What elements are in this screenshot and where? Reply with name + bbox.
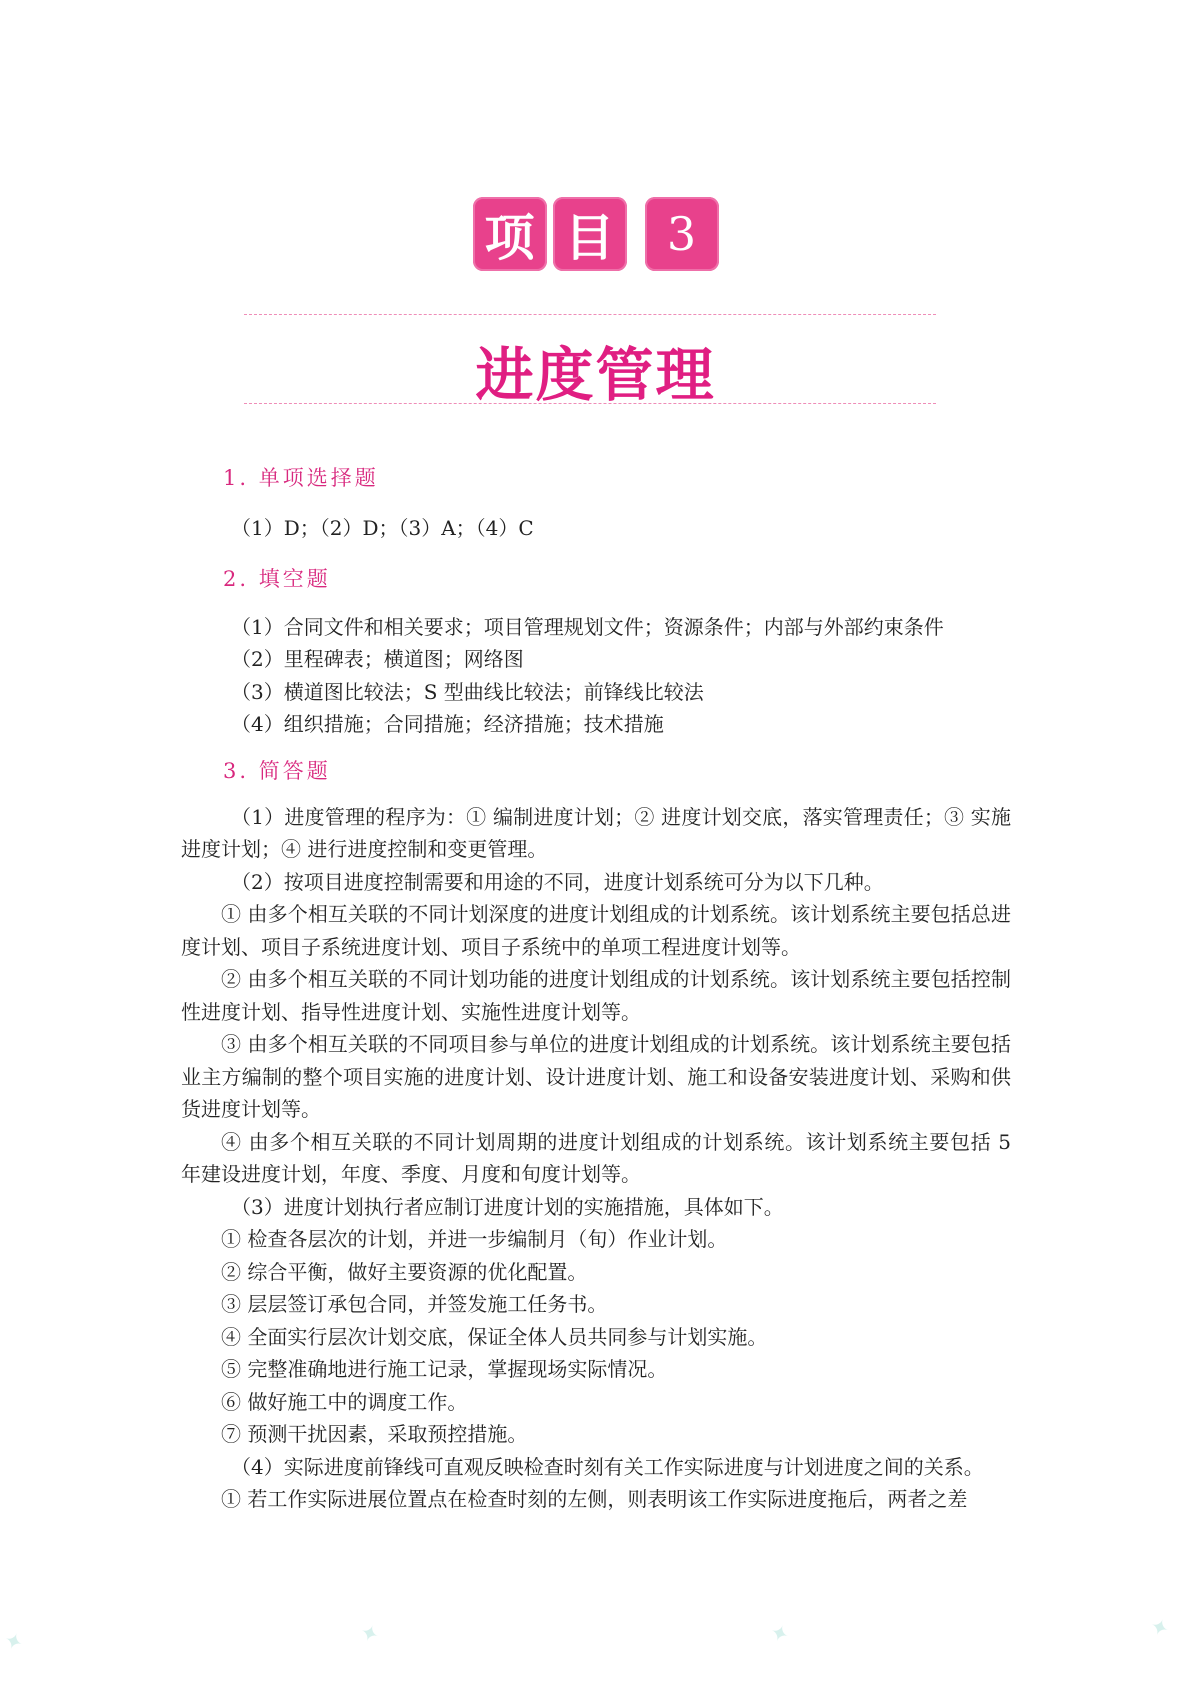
fill-blank-list bbox=[181, 611, 1011, 741]
paragraph: ② 综合平衡，做好主要资源的优化配置。 bbox=[221, 1259, 588, 1284]
list-item: （1）合同文件和相关要求；项目管理规划文件；资源条件；内部与外部约束条件 bbox=[231, 614, 944, 639]
chapter-title: 进度管理 bbox=[475, 341, 716, 409]
paragraph: ⑥ 做好施工中的调度工作。 bbox=[221, 1389, 468, 1414]
watermark-mark: ✦ bbox=[356, 1619, 383, 1650]
project-badge bbox=[0, 197, 1191, 271]
paragraph: （2）按项目进度控制需要和用途的不同，进度计划系统可分为以下几种。 bbox=[231, 869, 884, 894]
list-item: （4）组织措施；合同措施；经济措施；技术措施 bbox=[231, 712, 664, 736]
paragraph: （4）实际进度前锋线可直观反映检查时刻有关工作实际进度与计划进度之间的关系。 bbox=[231, 1454, 984, 1479]
top-divider bbox=[244, 314, 936, 315]
paragraph: ⑦ 预测干扰因素，采取预控措施。 bbox=[221, 1422, 528, 1446]
paragraph: ③ 层层签订承包合同，并签发施工任务书。 bbox=[221, 1292, 608, 1316]
paragraph: ① 由多个相互关联的不同计划深度的进度计划组成的计划系统。该计划系统主要包括总进度计划、项目子系统进度计划、项目子系统中的单项工程进度计划等。 bbox=[181, 902, 1011, 959]
watermark-mark: ✦ bbox=[0, 1627, 27, 1658]
paragraph: （3）进度计划执行者应制订进度计划的实施措施，具体如下。 bbox=[231, 1194, 784, 1219]
paragraph: ② 由多个相互关联的不同计划功能的进度计划组成的计划系统。该计划系统主要包括控制性进度计划、指导性进度计划、实施性进度计划等。 bbox=[181, 967, 1011, 1024]
section-title-1: 1. 单项选择题 bbox=[223, 466, 379, 490]
short-answer-body bbox=[181, 801, 1011, 1516]
paragraph: ③ 由多个相互关联的不同项目参与单位的进度计划组成的计划系统。该计划系统主要包括业主方编制的整个项目实施的进度计划、设计进度计划、施工和设备安装进度计划、采购和供货进度计划等。 bbox=[181, 1032, 1011, 1121]
section-title-3: 3. 简答题 bbox=[223, 758, 331, 783]
badge-number: 3 bbox=[645, 197, 719, 271]
badge-char-2: 目 bbox=[553, 197, 627, 271]
watermark-mark: ✦ bbox=[766, 1619, 793, 1650]
answer-line: （1）D；（2）D；（3）A；（4）C bbox=[231, 516, 534, 540]
paragraph: ④ 由多个相互关联的不同计划周期的进度计划组成的计划系统。该计划系统主要包括 5 年建设进度计划，年度、季度、月度和旬度计划等。 bbox=[181, 1129, 1011, 1186]
section-title-2: 2. 填空题 bbox=[223, 566, 331, 591]
badge-char-1: 项 bbox=[473, 197, 547, 271]
bottom-divider bbox=[244, 403, 936, 404]
paragraph: ⑤ 完整准确地进行施工记录，掌握现场实际情况。 bbox=[221, 1357, 668, 1381]
watermark-mark: ✦ bbox=[1146, 1613, 1173, 1644]
list-item: （2）里程碑表；横道图；网络图 bbox=[231, 647, 524, 671]
paragraph: ① 若工作实际进展位置点在检查时刻的左侧，则表明该工作实际进度拖后，两者之差 bbox=[221, 1487, 968, 1511]
paragraph: ① 检查各层次的计划，并进一步编制月（旬）作业计划。 bbox=[221, 1227, 728, 1251]
paragraph: ④ 全面实行层次计划交底，保证全体人员共同参与计划实施。 bbox=[221, 1324, 768, 1349]
answer-content bbox=[181, 462, 1011, 1516]
paragraph: （1）进度管理的程序为：① 编制进度计划；② 进度计划交底，落实管理责任；③ 实施进度计划；④ 进行进度控制和变更管理。 bbox=[181, 804, 1011, 861]
list-item: （3）横道图比较法；S 型曲线比较法；前锋线比较法 bbox=[231, 679, 704, 704]
